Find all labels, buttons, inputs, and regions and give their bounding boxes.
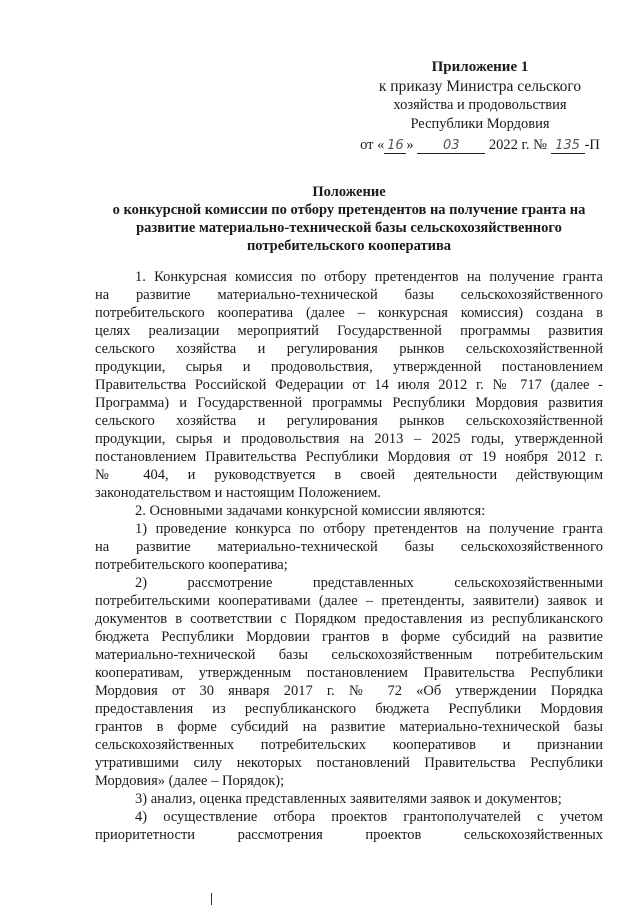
body-line: сельского хозяйства и регулирования рынков сельскохозяйственной: [95, 413, 603, 429]
order-number: 135: [551, 139, 585, 154]
body-line: материально-технической базы сельскохозяйственным потребительским: [95, 647, 603, 663]
body-line: на развитие материально-технической базы сельскохозяйственного: [95, 287, 603, 303]
order-number-suffix: -П: [584, 137, 600, 153]
body-line: грантов в форме субсидий на развитие материально-технической базы: [95, 719, 603, 735]
document-heading: [95, 183, 603, 255]
body-line: № 404, и руководствуется в своей деятельности действующим: [95, 467, 603, 483]
document-body: [95, 268, 603, 844]
heading-line-3: развитие материально-технической базы сельскохозяйственного: [136, 220, 562, 236]
appendix-line-3: Республики Мордовия: [410, 116, 550, 132]
date-mid: »: [406, 137, 418, 153]
body-line: потребительскими кооперативами (далее – претенденты, заявители) заявок и: [95, 593, 603, 609]
appendix-block: [330, 58, 630, 155]
body-line: бюджета Республики Мордовии грантов в форме субсидий на развитие: [95, 629, 603, 645]
page-edge-mark: [211, 893, 212, 905]
body-line: документов в соответствии с Порядком предоставления из республиканского: [95, 611, 603, 627]
body-line: сельскохозяйственных потребительских кооперативов и признании: [95, 737, 603, 753]
body-line: продукции, сырья и продовольствия, утвержденной постановлением: [95, 359, 603, 375]
body-line: 1) проведение конкурса по отбору претендентов на получение гранта: [135, 521, 603, 537]
body-line: Мордовия от 30 января 2017 г. № 72 «Об утверждении Порядка: [95, 683, 603, 699]
body-line: 4) осуществление отбора проектов грантополучателей с учетом: [135, 809, 603, 825]
appendix-line-2: хозяйства и продовольствия: [393, 97, 567, 113]
body-line: Программа) и Государственной программы Республики Мордовия развития: [95, 395, 603, 411]
heading-line-1: Положение: [312, 184, 386, 200]
body-line: 2. Основными задачами конкурсной комиссии являются:: [135, 503, 486, 519]
date-day: 16: [384, 139, 406, 154]
body-line: 1. Конкурсная комиссия по отбору претендентов на получение гранта: [135, 269, 603, 285]
appendix-title: Приложение 1: [431, 59, 529, 75]
body-line: 2) рассмотрение представленных сельскохозяйственными: [135, 575, 603, 591]
body-line: продукции, сырья и продовольствия на 2013 – 2025 годы, утвержденной: [95, 431, 603, 447]
appendix-line-1: к приказу Министра сельского: [378, 78, 582, 95]
body-line: потребительского кооператива;: [95, 557, 288, 573]
heading-line-4: потребительского кооператива: [246, 238, 452, 254]
heading-line-2: о конкурсной комиссии по отбору претендентов на получение гранта на: [112, 202, 586, 218]
date-prefix: от «: [360, 137, 385, 153]
body-line: сельского хозяйства и регулирования рынков сельскохозяйственной: [95, 341, 603, 357]
appendix-date-line: [330, 136, 630, 155]
body-line: Мордовия» (далее – Порядок);: [95, 773, 285, 789]
date-month: 03: [417, 139, 485, 154]
body-line: на развитие материально-технической базы сельскохозяйственного: [95, 539, 603, 555]
body-line: потребительского кооператива (далее – конкурсная комиссия) создана в: [95, 305, 603, 321]
body-line: утратившими силу некоторых постановлений Правительства Республики: [95, 755, 603, 771]
body-line: целях реализации мероприятий Государственной программы развития: [95, 323, 603, 339]
body-line: Правительства Российской Федерации от 14 июля 2012 г. № 717 (далее -: [95, 377, 603, 393]
body-line: 3) анализ, оценка представленных заявителями заявок и документов;: [135, 791, 562, 807]
body-line: законодательством и настоящим Положением.: [95, 485, 381, 501]
body-line: предоставления из республиканского бюджета Республики Мордовия: [95, 701, 603, 717]
body-line: постановлением Правительства Республики Мордовия от 19 ноября 2012 г.: [95, 449, 603, 465]
date-year: 2022 г. №: [485, 137, 551, 153]
body-line: приоритетности рассмотрения проектов сельскохозяйственных: [95, 827, 603, 843]
body-line: кооперативам, утвержденным постановлением Правительства Республики: [95, 665, 603, 681]
